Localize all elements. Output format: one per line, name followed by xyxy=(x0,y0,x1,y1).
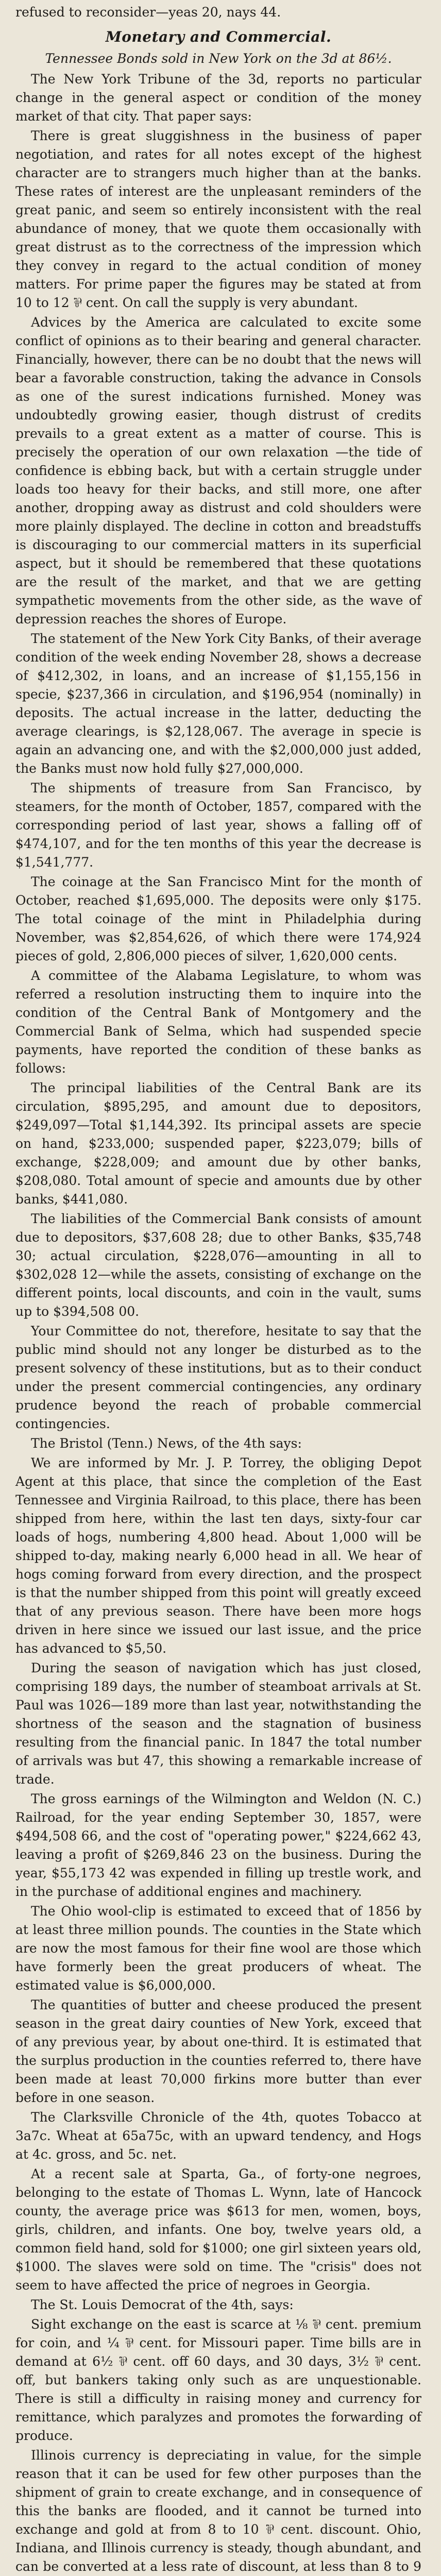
article-paragraph: We are informed by Mr. J. P. Torrey, the obliging Depot Agent at this place, that since the completion of the East Tennessee and Virginia Railroad, to this place, there has been shipped from here, within the last ten days, sixty-four car loads of hogs, numbering 4,800 head. About 1,000 will be shipped to-day, making nearly 6,000 head in all. We hear of hogs coming forward from every direction, and the prospect is that the number shipped from this point will greatly exceed that of any previous season. There have been more hogs driven in here since we issued our last issue, and the price has advanced to $5,50. xyxy=(15,1455,421,1656)
article-paragraph: The coinage at the San Francisco Mint for the month of October, reached $1,695,000. The deposits were only $175. The total coinage of the mint in Philadelphia during November, was $2,854,626, of which there were 174,924 pieces of gold, 2,806,000 pieces of silver, 1,620,000 cents. xyxy=(15,874,421,963)
article-paragraph: During the season of navigation which has just closed, comprising 189 days, the number of steamboat arrivals at St. Paul was 1026—189 more than last year, notwithstanding the shortness of the season and the stagnation of business resulting from the financial panic. In 1847 the total number of arrivals was but 47, this showing a remarkable increase of trade. xyxy=(15,1660,421,1787)
article-paragraph: The Ohio wool-clip is estimated to exceed that of 1856 by at least three million pounds. The counties in the State which are now the most famous for their fine wool are those which have formerly been the great producers of wheat. The estimated value is $6,000,000. xyxy=(15,1904,421,1993)
article-paragraph: Illinois currency is depreciating in value, for the simple reason that it can be used for few other purposes than the shipment of grain to create exchange, and in consequence of this the banks are flooded, and it cannot be turned into exchange and gold at from 8 to 10 ⅌ cent. discount. Ohio, Indiana, and Illinois currency is steady, though abundant, and can be converted at a less rate of discount, at less than 8 to 9 xyxy=(15,2448,421,2574)
article-paragraph: A committee of the Alabama Legislature, to whom was referred a resolution instructing them to inquire into the condition of the Central Bank of Montgomery and the Commercial Bank of Selma, which had suspended specie payments, have reported the condition of these banks as follows: xyxy=(15,968,421,1076)
article-paragraph: The liabilities of the Commercial Bank consists of amount due to depositors, $37,608 28; due to other Banks, $35,748 30; actual circulation, $228,076—amounting in all to $302,028 12—while the assets, consisting of exchange on the different points, local discounts, and coin in the vault, sums up to $394,508 00. xyxy=(15,1211,421,1319)
article-paragraph: The Clarksville Chronicle of the 4th, quotes Tobacco at 3a7c. Wheat at 65a75c, with an upward tendency, and Hogs at 4c. gross, and 5c. net. xyxy=(15,2110,421,2162)
article-paragraph: Your Committee do not, therefore, hesitate to say that the public mind should not any longer be disturbed as to the present solvency of these institutions, but as to their conduct under the present commercial contingencies, any ordinary prudence beyond the reach of probable commercial contingencies. xyxy=(15,1324,421,1431)
article-paragraph: The New York Tribune of the 3d, reports no particular change in the general aspect or condition of the money market of that city. That paper says: xyxy=(15,72,421,124)
section-heading-monetary: Monetary and Commercial. xyxy=(105,28,332,45)
section-subhead: Tennessee Bonds sold in New York on the 3d at 86½. xyxy=(45,51,392,66)
continued-text: refused to reconsider—yeas 20, nays 44. xyxy=(15,5,281,20)
article-paragraph: The shipments of treasure from San Francisco, by steamers, for the month of October, 1857, compared with the corresponding period of last year, shows a falling off of $474,107, and for the ten months of this year the decrease is $1,541,777. xyxy=(15,781,421,870)
article-paragraph: There is great sluggishness in the business of paper negotiation, and rates for all notes except of the highest character are to strangers much higher than at the banks. These rates of interest are the unpleasant reminders of the great panic, and seem so entirely inconsistent with the real abundance of money, that we quote them occasionally with great distrust as to the correctness of the impression which they convey in regard to the actual condition of money matters. For prime paper the figures may be stated at from 10 to 12 ⅌ cent. On call the supply is very abundant. xyxy=(15,128,421,310)
section-body-monetary xyxy=(15,70,421,2576)
article-paragraph: The St. Louis Democrat of the 4th, says: xyxy=(31,2297,294,2312)
article-paragraph: Sight exchange on the east is scarce at ⅛ ⅌ cent. premium for coin, and ¼ ⅌ cent. for Missouri paper. Time bills are in demand at 6½ ⅌ cent. off 60 days, and 30 days, 3½ ⅌ cent. off, but bankers taking only such as are unquestionable. There is still a difficulty in raising money and currency for remittance, which paralyzes and promotes the forwarding of produce. xyxy=(15,2317,421,2443)
article-paragraph: The Bristol (Tenn.) News, of the 4th says: xyxy=(31,1436,302,1451)
article-paragraph: The principal liabilities of the Central Bank are its circulation, $895,295, and amount due to depositors, $249,097—Total $1,144,392. Its principal assets are specie on hand, $233,000; suspended paper, $223,079; bills of exchange, $228,009; and amount due by other banks, $208,080. Total amount of specie and amounts due by other banks, $441,080. xyxy=(15,1080,421,1207)
article-paragraph: The gross earnings of the Wilmington and Weldon (N. C.) Railroad, for the year ending September 30, 1857, were $494,508 66, and the cost of "operating power," $224,662 43, leaving a profit of $269,846 23 on the business. During the year, $55,173 42 was expended in filling up trestle work, and in the purchase of additional engines and machinery. xyxy=(15,1791,421,1899)
article-paragraph: The statement of the New York City Banks, of their average condition of the week ending November 28, shows a decrease of $412,302, in loans, and an increase of $1,155,156 in specie, $237,366 in circulation, and $196,954 (nominally) in deposits. The actual increase in the latter, deducting the average clearings, is $2,128,067. The average in specie is again an advancing one, and with the $2,000,000 just added, the Banks must now hold fully $27,000,000. xyxy=(15,631,421,776)
article-paragraph: At a recent sale at Sparta, Ga., of forty-one negroes, belonging to the estate of Thomas L. Wynn, late of Hancock county, the average price was $613 for men, women, boys, girls, children, and infants. One boy, twelve years old, a common field hand, sold for $1000; one girl sixteen years old, $1000. The slaves were sold on time. The "crisis" does not seem to have affected the price of negroes in Georgia. xyxy=(15,2166,421,2293)
article-paragraph: Advices by the America are calculated to excite some conflict of opinions as to their bearing and general character. Financially, however, there can be no doubt that the news will bear a favorable construction, taking the advance in Consols as one of the surest indications furnished. Money was undoubtedly growing easier, though distrust of credits prevails to a great extent as a matter of course. This is precisely the operation of our own relaxation —the tide of confidence is ebbing back, but with a certain struggle under loads too heavy for their backs, and still more, one after another, dropping away as distrust and cold shoulders were more plainly displayed. The decline in cotton and breadstuffs is discouraging to our commercial matters in its superficial aspect, but it should be remembered that these quotations are the result of the market, and that we are getting sympathetic movements from the other side, as the wave of depression reaches the shores of Europe. xyxy=(15,315,421,626)
article-paragraph: The quantities of butter and cheese produced the present season in the great dairy counties of New York, exceed that of any previous year, by about one-third. It is estimated that the surplus production in the counties referred to, there have been made at least 70,000 firkins more butter than ever before in one season. xyxy=(15,1997,421,2105)
